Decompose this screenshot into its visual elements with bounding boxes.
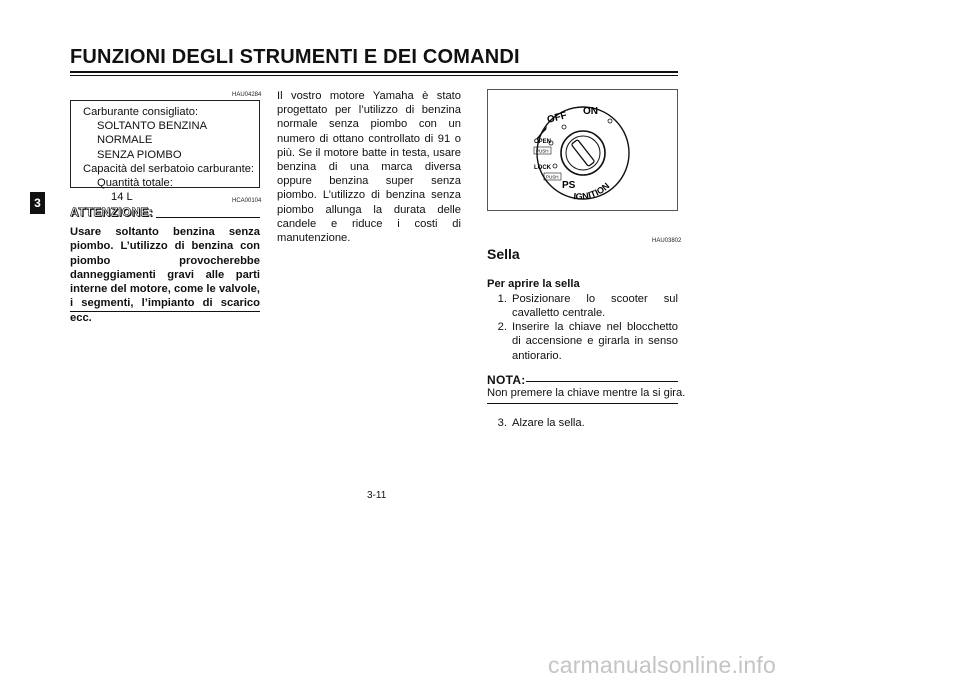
ignition-label xyxy=(573,181,611,202)
off-label: OFF xyxy=(545,110,569,126)
push-label-2: PUSH xyxy=(546,174,559,180)
section-title: Sella xyxy=(487,246,520,262)
fuel-body-paragraph: Il vostro motore Yamaha è stato progettato per l’utilizzo di benzina normale senza piombo con un numero di ottano controllato di 91 o più. Se il motore batte in testa, usare benzina di una marca diversa oppure benzina super senza piombo. L’utilizzo di benzina senza piombo allunga la durata delle candele e riduce i costi di manutenzione. xyxy=(277,90,461,245)
lock-label: LOCK xyxy=(534,165,551,171)
open-label: OPEN xyxy=(534,139,552,145)
lock-position-dot xyxy=(553,164,557,168)
step-text: Posizionare lo scooter sul cavalletto centrale. xyxy=(512,293,678,320)
on-position-dot xyxy=(608,119,612,123)
ignition-switch-illustration xyxy=(488,90,679,212)
caution-text: Usare soltanto benzina senza piombo. L’utilizzo di benzina con piombo provocherebbe danneggiamenti gravi alle parti interne del motore, come le valvole, i segmenti, l’impianto di scarico ecc. xyxy=(70,226,260,324)
caution-ref-code: HCA00104 xyxy=(232,198,262,204)
header-rule-thin xyxy=(70,75,678,76)
fuel-spec-line: SOLTANTO BENZINA NORMALE xyxy=(97,120,207,147)
list-item xyxy=(487,416,678,430)
header-rule xyxy=(70,71,678,73)
arrow-icon-shaft xyxy=(537,128,546,139)
fuel-spec-line: SENZA PIOMBO xyxy=(97,148,182,161)
on-label: ON xyxy=(583,106,598,117)
step-number: 1. xyxy=(497,293,507,305)
list-item xyxy=(487,292,678,321)
step-number: 2. xyxy=(497,321,507,333)
chapter-tab: 3 xyxy=(30,192,45,214)
subsection-heading: Per aprire la sella xyxy=(487,278,580,290)
ps-label: PS xyxy=(562,180,576,191)
fuel-spec-line: Capacità del serbatoio carburante: xyxy=(83,162,255,175)
fuel-spec-line: Carburante consigliato: xyxy=(83,106,199,118)
push-label-1: PUSH xyxy=(536,148,549,154)
caution-end-rule xyxy=(70,311,260,312)
list-item xyxy=(487,320,678,363)
note-rule xyxy=(526,381,678,382)
caution-label: ATTENZIONE: xyxy=(70,205,154,219)
sella-ref-code: HAU03802 xyxy=(652,238,682,244)
ignition-figure xyxy=(487,89,678,211)
page-header-title: FUNZIONI DEGLI STRUMENTI E DEI COMANDI xyxy=(70,46,520,68)
note-end-rule xyxy=(487,403,678,404)
page-number: 3-11 xyxy=(367,490,387,501)
ignition-label-path: IGNITION xyxy=(573,180,612,202)
step-text: Alzare la sella. xyxy=(512,417,585,429)
fuel-ref-code: HAU04284 xyxy=(232,92,262,98)
note-label: NOTA: xyxy=(487,373,526,387)
watermark: carmanualsonline.info xyxy=(548,652,776,678)
fuel-spec-line: 14 L xyxy=(111,191,133,204)
fuel-spec-line: Quantità totale: xyxy=(97,177,173,190)
step-number: 3. xyxy=(497,417,507,429)
note-text: Non premere la chiave mentre la si gira. xyxy=(487,387,686,399)
step-text: Inserire la chiave nel blocchetto di accensione e girarla in senso antiorario. xyxy=(512,321,678,362)
caution-rule xyxy=(156,217,260,218)
off-position-dot xyxy=(562,125,566,129)
